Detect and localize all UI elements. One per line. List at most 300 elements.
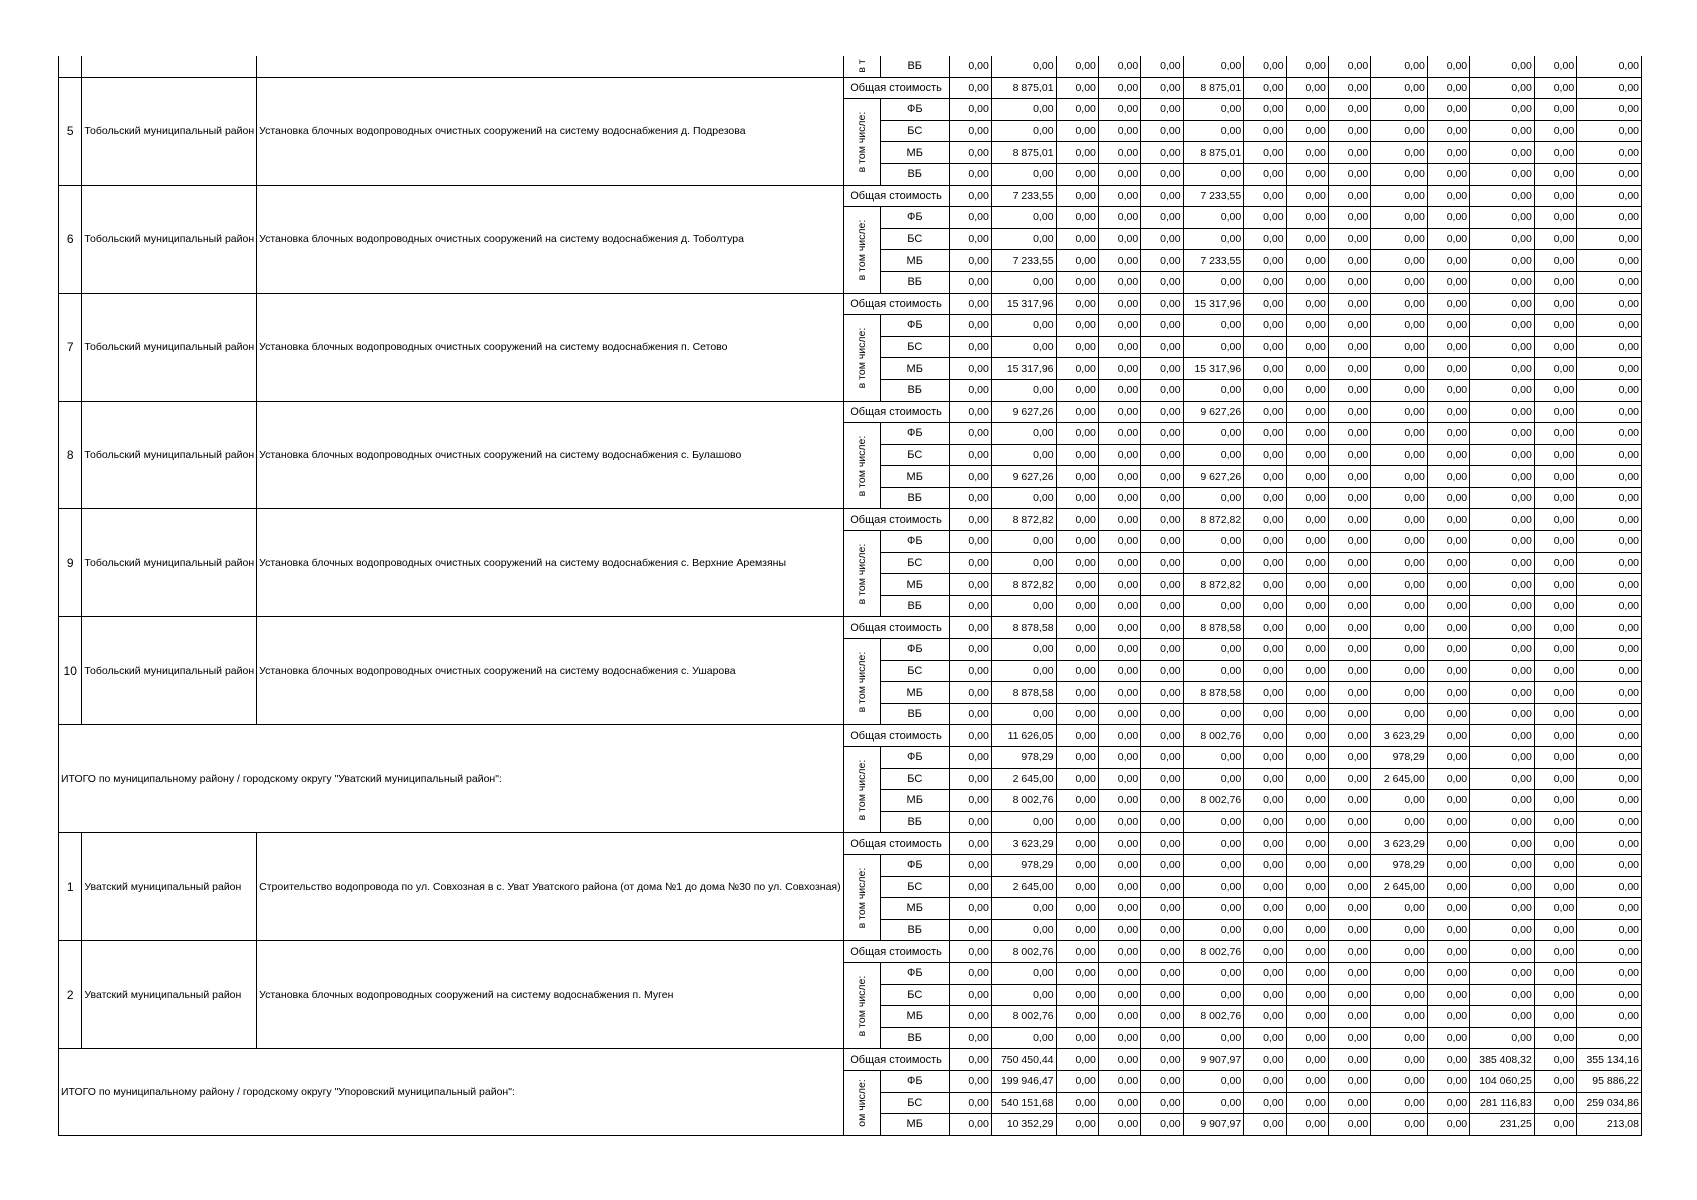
value-cell: 0,00 — [1371, 1006, 1428, 1028]
value-cell: 0,00 — [1534, 768, 1576, 790]
value-cell: 0,00 — [1470, 639, 1535, 661]
value-cell: 2 645,00 — [991, 876, 1056, 898]
value-cell: 0,00 — [1534, 919, 1576, 941]
value-cell: 0,00 — [1371, 790, 1428, 812]
value-cell: 0,00 — [1056, 487, 1098, 509]
district-name: Уватский муниципальный район — [82, 941, 257, 1049]
value-cell: 0,00 — [1470, 768, 1535, 790]
value-cell: 0,00 — [1534, 747, 1576, 769]
value-cell: 0,00 — [1244, 466, 1286, 488]
value-cell: 0,00 — [1371, 1092, 1428, 1114]
value-cell: 0,00 — [949, 1114, 991, 1136]
value-cell: 0,00 — [1286, 142, 1328, 164]
value-cell: 0,00 — [1371, 660, 1428, 682]
object-description: Установка блочных водопроводных очистных сооружений на систему водоснабжения с. Булашово — [257, 401, 843, 509]
fund-code: ВБ — [881, 1027, 950, 1049]
fund-code: ФБ — [881, 531, 950, 553]
value-cell: 0,00 — [1534, 1027, 1576, 1049]
value-cell: 0,00 — [1244, 315, 1286, 337]
value-cell: 0,00 — [1098, 768, 1140, 790]
value-cell: 0,00 — [949, 466, 991, 488]
total-cost-label: Общая стоимость — [843, 1049, 949, 1071]
value-cell: 0,00 — [949, 833, 991, 855]
value-cell: 0,00 — [1244, 120, 1286, 142]
value-cell: 0,00 — [1286, 401, 1328, 423]
value-cell: 0,00 — [1244, 811, 1286, 833]
value-cell: 0,00 — [1244, 876, 1286, 898]
value-cell: 0,00 — [1577, 1006, 1642, 1028]
value-cell: 0,00 — [1427, 163, 1469, 185]
value-cell: 0,00 — [1577, 725, 1642, 747]
table-row — [59, 941, 1642, 963]
value-cell: 0,00 — [991, 120, 1056, 142]
value-cell: 0,00 — [1141, 207, 1183, 229]
value-cell: 0,00 — [991, 56, 1056, 77]
value-cell: 0,00 — [1371, 99, 1428, 121]
value-cell: 0,00 — [1056, 250, 1098, 272]
value-cell: 0,00 — [1183, 984, 1244, 1006]
value-cell: 0,00 — [1328, 984, 1370, 1006]
value-cell: 0,00 — [1056, 336, 1098, 358]
total-cost-label: Общая стоимость — [843, 617, 949, 639]
value-cell: 0,00 — [949, 185, 991, 207]
value-cell: 0,00 — [949, 703, 991, 725]
value-cell: 0,00 — [1427, 790, 1469, 812]
value-cell: 0,00 — [1328, 358, 1370, 380]
value-cell: 0,00 — [1056, 315, 1098, 337]
value-cell: 0,00 — [1577, 811, 1642, 833]
value-cell: 0,00 — [1286, 250, 1328, 272]
value-cell: 0,00 — [1286, 617, 1328, 639]
value-cell: 0,00 — [991, 811, 1056, 833]
value-cell: 0,00 — [1098, 660, 1140, 682]
value-cell: 0,00 — [1427, 142, 1469, 164]
value-cell: 0,00 — [1328, 682, 1370, 704]
value-cell: 0,00 — [1286, 639, 1328, 661]
value-cell: 0,00 — [1328, 1114, 1370, 1136]
value-cell: 0,00 — [1534, 1006, 1576, 1028]
value-cell: 0,00 — [1244, 531, 1286, 553]
incl-label-cell — [843, 56, 880, 77]
value-cell: 0,00 — [1244, 487, 1286, 509]
row-number: 5 — [59, 77, 82, 185]
value-cell: 0,00 — [1470, 315, 1535, 337]
value-cell: 0,00 — [1286, 682, 1328, 704]
value-cell: 0,00 — [1427, 811, 1469, 833]
value-cell: 0,00 — [1098, 1070, 1140, 1092]
object-description: Установка блочных водопроводных очистных сооружений на систему водоснабжения с. Верхние Аремзяны — [257, 509, 843, 617]
value-cell: 0,00 — [1244, 854, 1286, 876]
value-cell: 0,00 — [1470, 919, 1535, 941]
value-cell: 0,00 — [1534, 185, 1576, 207]
value-cell: 0,00 — [1056, 617, 1098, 639]
fund-code: БС — [881, 768, 950, 790]
value-cell: 0,00 — [949, 1049, 991, 1071]
value-cell: 0,00 — [1183, 919, 1244, 941]
fund-code: МБ — [881, 1006, 950, 1028]
row-number: 1 — [59, 833, 82, 941]
value-cell: 0,00 — [1577, 595, 1642, 617]
value-cell: 0,00 — [1371, 919, 1428, 941]
value-cell: 0,00 — [1183, 898, 1244, 920]
value-cell: 0,00 — [1141, 854, 1183, 876]
value-cell: 0,00 — [1577, 315, 1642, 337]
value-cell: 0,00 — [1244, 768, 1286, 790]
value-cell: 0,00 — [1534, 271, 1576, 293]
value-cell: 0,00 — [1141, 336, 1183, 358]
row-number: 9 — [59, 509, 82, 617]
value-cell: 0,00 — [1286, 185, 1328, 207]
value-cell: 0,00 — [1470, 898, 1535, 920]
value-cell: 0,00 — [1056, 898, 1098, 920]
value-cell: 0,00 — [1286, 293, 1328, 315]
value-cell: 0,00 — [1328, 1006, 1370, 1028]
value-cell: 0,00 — [1577, 919, 1642, 941]
value-cell: 0,00 — [1577, 531, 1642, 553]
value-cell: 0,00 — [1577, 250, 1642, 272]
table-row — [59, 77, 1642, 99]
value-cell: 0,00 — [1056, 466, 1098, 488]
value-cell: 0,00 — [991, 552, 1056, 574]
value-cell: 7 233,55 — [1183, 250, 1244, 272]
value-cell: 0,00 — [949, 531, 991, 553]
value-cell: 0,00 — [1286, 509, 1328, 531]
value-cell: 8 872,82 — [1183, 574, 1244, 596]
value-cell: 0,00 — [1328, 315, 1370, 337]
value-cell: 0,00 — [1056, 423, 1098, 445]
value-cell: 0,00 — [1470, 77, 1535, 99]
value-cell: 0,00 — [1577, 466, 1642, 488]
value-cell: 0,00 — [1534, 811, 1576, 833]
value-cell: 0,00 — [1056, 1070, 1098, 1092]
fund-code: ФБ — [881, 962, 950, 984]
value-cell: 0,00 — [1328, 790, 1370, 812]
district-name: Тобольский муниципальный район — [82, 293, 257, 401]
value-cell: 0,00 — [1371, 574, 1428, 596]
value-cell: 0,00 — [1427, 1049, 1469, 1071]
value-cell: 0,00 — [1183, 660, 1244, 682]
value-cell: 0,00 — [1534, 682, 1576, 704]
value-cell: 0,00 — [991, 1027, 1056, 1049]
value-cell: 0,00 — [1244, 185, 1286, 207]
value-cell: 0,00 — [1470, 444, 1535, 466]
value-cell: 0,00 — [1470, 854, 1535, 876]
value-cell: 0,00 — [949, 725, 991, 747]
value-cell: 0,00 — [1470, 401, 1535, 423]
value-cell: 0,00 — [1371, 1049, 1428, 1071]
value-cell: 0,00 — [1141, 315, 1183, 337]
value-cell: 0,00 — [1577, 77, 1642, 99]
value-cell: 0,00 — [1534, 660, 1576, 682]
district-name: Тобольский муниципальный район — [82, 617, 257, 725]
value-cell: 9 627,26 — [991, 466, 1056, 488]
value-cell: 0,00 — [1244, 1049, 1286, 1071]
value-cell: 0,00 — [1534, 552, 1576, 574]
value-cell: 0,00 — [1328, 120, 1370, 142]
value-cell: 8 002,76 — [1183, 725, 1244, 747]
value-cell: 0,00 — [1470, 56, 1535, 77]
value-cell: 0,00 — [1098, 682, 1140, 704]
value-cell: 2 645,00 — [1371, 768, 1428, 790]
total-cost-label: Общая стоимость — [843, 185, 949, 207]
value-cell: 0,00 — [1244, 919, 1286, 941]
value-cell: 0,00 — [1328, 250, 1370, 272]
value-cell: 0,00 — [949, 919, 991, 941]
value-cell: 0,00 — [1141, 228, 1183, 250]
value-cell: 0,00 — [1056, 531, 1098, 553]
table-row — [59, 509, 1642, 531]
value-cell: 0,00 — [1427, 574, 1469, 596]
value-cell: 0,00 — [1427, 185, 1469, 207]
value-cell: 0,00 — [1371, 941, 1428, 963]
value-cell: 0,00 — [1534, 163, 1576, 185]
value-cell: 0,00 — [1056, 163, 1098, 185]
value-cell: 0,00 — [1534, 854, 1576, 876]
value-cell: 0,00 — [1286, 1006, 1328, 1028]
value-cell: 0,00 — [1577, 941, 1642, 963]
value-cell: 0,00 — [1183, 163, 1244, 185]
value-cell: 0,00 — [1183, 639, 1244, 661]
value-cell: 0,00 — [1141, 1114, 1183, 1136]
value-cell: 0,00 — [1371, 595, 1428, 617]
value-cell: 0,00 — [1470, 120, 1535, 142]
value-cell: 0,00 — [1098, 811, 1140, 833]
value-cell: 0,00 — [1183, 444, 1244, 466]
value-cell: 0,00 — [1056, 682, 1098, 704]
value-cell: 0,00 — [1098, 401, 1140, 423]
value-cell: 0,00 — [1328, 401, 1370, 423]
value-cell: 0,00 — [1470, 531, 1535, 553]
value-cell: 0,00 — [1286, 660, 1328, 682]
value-cell: 0,00 — [1098, 163, 1140, 185]
value-cell: 0,00 — [1141, 509, 1183, 531]
value-cell: 0,00 — [1371, 552, 1428, 574]
value-cell: 0,00 — [1427, 99, 1469, 121]
incl-label-cell — [843, 962, 880, 1048]
value-cell: 2 645,00 — [1371, 876, 1428, 898]
value-cell: 0,00 — [1244, 660, 1286, 682]
value-cell: 0,00 — [1141, 358, 1183, 380]
fund-code: ФБ — [881, 99, 950, 121]
value-cell: 8 875,01 — [991, 77, 1056, 99]
value-cell: 0,00 — [1244, 941, 1286, 963]
value-cell: 0,00 — [1534, 876, 1576, 898]
value-cell: 0,00 — [1286, 336, 1328, 358]
value-cell: 0,00 — [1371, 358, 1428, 380]
value-cell: 0,00 — [949, 444, 991, 466]
value-cell: 0,00 — [949, 811, 991, 833]
fund-code: ВБ — [881, 487, 950, 509]
value-cell: 0,00 — [1056, 854, 1098, 876]
value-cell: 0,00 — [1470, 1027, 1535, 1049]
value-cell: 0,00 — [1371, 293, 1428, 315]
value-cell: 0,00 — [1577, 271, 1642, 293]
value-cell: 0,00 — [949, 984, 991, 1006]
value-cell: 0,00 — [991, 444, 1056, 466]
value-cell: 0,00 — [1286, 898, 1328, 920]
value-cell: 0,00 — [1286, 747, 1328, 769]
value-cell: 0,00 — [1183, 854, 1244, 876]
value-cell: 0,00 — [1098, 574, 1140, 596]
value-cell: 0,00 — [1427, 919, 1469, 941]
value-cell: 0,00 — [1328, 1092, 1370, 1114]
value-cell: 0,00 — [1328, 163, 1370, 185]
value-cell: 0,00 — [1244, 250, 1286, 272]
fund-code: БС — [881, 1092, 950, 1114]
value-cell: 0,00 — [1286, 833, 1328, 855]
value-cell: 0,00 — [1470, 984, 1535, 1006]
value-cell: 0,00 — [1244, 1027, 1286, 1049]
value-cell: 0,00 — [991, 271, 1056, 293]
object-description: Установка блочных водопроводных очистных сооружений на систему водоснабжения д. Тоболтура — [257, 185, 843, 293]
value-cell: 0,00 — [1098, 1006, 1140, 1028]
value-cell: 0,00 — [1470, 142, 1535, 164]
value-cell: 0,00 — [949, 660, 991, 682]
value-cell: 0,00 — [1286, 1049, 1328, 1071]
value-cell: 0,00 — [1141, 293, 1183, 315]
value-cell: 0,00 — [1098, 876, 1140, 898]
value-cell: 0,00 — [1534, 56, 1576, 77]
value-cell: 9 627,26 — [1183, 466, 1244, 488]
value-cell: 0,00 — [1470, 185, 1535, 207]
value-cell: 0,00 — [1427, 336, 1469, 358]
value-cell: 0,00 — [1427, 595, 1469, 617]
value-cell: 0,00 — [1141, 617, 1183, 639]
value-cell: 0,00 — [1577, 120, 1642, 142]
value-cell: 0,00 — [991, 315, 1056, 337]
value-cell: 0,00 — [1328, 941, 1370, 963]
fund-code: МБ — [881, 466, 950, 488]
value-cell: 0,00 — [1056, 574, 1098, 596]
value-cell: 0,00 — [1577, 984, 1642, 1006]
value-cell: 0,00 — [1141, 444, 1183, 466]
value-cell: 0,00 — [1286, 207, 1328, 229]
fund-code: БС — [881, 876, 950, 898]
value-cell: 0,00 — [1141, 163, 1183, 185]
value-cell: 0,00 — [1328, 595, 1370, 617]
value-cell: 0,00 — [1577, 682, 1642, 704]
row-number: 10 — [59, 617, 82, 725]
district-name: Тобольский муниципальный район — [82, 401, 257, 509]
value-cell: 0,00 — [1056, 833, 1098, 855]
value-cell: 0,00 — [1244, 682, 1286, 704]
value-cell: 0,00 — [1371, 531, 1428, 553]
value-cell: 0,00 — [949, 574, 991, 596]
value-cell: 0,00 — [1286, 811, 1328, 833]
value-cell: 3 623,29 — [1371, 833, 1428, 855]
value-cell: 0,00 — [949, 401, 991, 423]
value-cell: 0,00 — [1244, 56, 1286, 77]
value-cell: 0,00 — [949, 315, 991, 337]
value-cell: 0,00 — [1427, 833, 1469, 855]
value-cell: 0,00 — [1183, 747, 1244, 769]
value-cell: 0,00 — [949, 228, 991, 250]
fund-code: ВБ — [881, 811, 950, 833]
fund-code: ВБ — [881, 703, 950, 725]
value-cell: 0,00 — [1371, 962, 1428, 984]
value-cell: 0,00 — [1141, 423, 1183, 445]
value-cell: 0,00 — [1328, 617, 1370, 639]
value-cell: 0,00 — [1183, 207, 1244, 229]
total-cost-label: Общая стоимость — [843, 941, 949, 963]
value-cell: 0,00 — [1098, 379, 1140, 401]
value-cell: 978,29 — [1371, 747, 1428, 769]
value-cell: 0,00 — [1056, 358, 1098, 380]
value-cell: 0,00 — [1328, 99, 1370, 121]
value-cell: 0,00 — [1577, 293, 1642, 315]
value-cell: 0,00 — [1141, 401, 1183, 423]
value-cell: 0,00 — [1577, 487, 1642, 509]
value-cell: 0,00 — [1183, 315, 1244, 337]
fund-code: БС — [881, 660, 950, 682]
incl-label: в том числе: — [855, 759, 868, 821]
value-cell: 978,29 — [1371, 854, 1428, 876]
value-cell: 0,00 — [1056, 185, 1098, 207]
value-cell: 0,00 — [1056, 876, 1098, 898]
value-cell: 0,00 — [1286, 595, 1328, 617]
total-cost-label: Общая стоимость — [843, 293, 949, 315]
value-cell: 0,00 — [1244, 207, 1286, 229]
fund-code: БС — [881, 552, 950, 574]
value-cell: 0,00 — [1427, 941, 1469, 963]
value-cell: 0,00 — [1328, 293, 1370, 315]
district-cell-empty — [82, 56, 257, 77]
value-cell: 0,00 — [1534, 1049, 1576, 1071]
value-cell: 0,00 — [1470, 509, 1535, 531]
value-cell: 281 116,83 — [1470, 1092, 1535, 1114]
value-cell: 0,00 — [949, 941, 991, 963]
value-cell: 9 907,97 — [1183, 1114, 1244, 1136]
value-cell: 0,00 — [1141, 833, 1183, 855]
value-cell: 8 872,82 — [1183, 509, 1244, 531]
value-cell: 0,00 — [1141, 552, 1183, 574]
value-cell: 0,00 — [1371, 898, 1428, 920]
value-cell: 0,00 — [1470, 271, 1535, 293]
value-cell: 0,00 — [1244, 401, 1286, 423]
value-cell: 0,00 — [1056, 725, 1098, 747]
value-cell: 7 233,55 — [991, 185, 1056, 207]
value-cell: 0,00 — [1470, 336, 1535, 358]
object-description: Установка блочных водопроводных сооружений на систему водоснабжения п. Муген — [257, 941, 843, 1049]
value-cell: 0,00 — [1328, 747, 1370, 769]
value-cell: 0,00 — [1328, 725, 1370, 747]
value-cell: 0,00 — [1534, 444, 1576, 466]
value-cell: 0,00 — [991, 163, 1056, 185]
value-cell: 0,00 — [1098, 423, 1140, 445]
value-cell: 8 002,76 — [1183, 1006, 1244, 1028]
value-cell: 0,00 — [1183, 531, 1244, 553]
district-name: Тобольский муниципальный район — [82, 509, 257, 617]
value-cell: 0,00 — [1577, 617, 1642, 639]
value-cell: 0,00 — [1427, 120, 1469, 142]
total-cost-label: Общая стоимость — [843, 725, 949, 747]
value-cell: 0,00 — [1328, 574, 1370, 596]
value-cell: 0,00 — [949, 293, 991, 315]
total-cost-label: Общая стоимость — [843, 833, 949, 855]
value-cell: 0,00 — [1286, 1114, 1328, 1136]
value-cell: 0,00 — [1286, 790, 1328, 812]
fund-code: БС — [881, 984, 950, 1006]
value-cell: 0,00 — [1328, 142, 1370, 164]
value-cell: 0,00 — [1141, 185, 1183, 207]
incl-label: в том числе: — [855, 543, 868, 605]
value-cell: 0,00 — [1286, 487, 1328, 509]
value-cell: 0,00 — [1098, 487, 1140, 509]
value-cell: 0,00 — [1056, 271, 1098, 293]
value-cell: 0,00 — [1577, 142, 1642, 164]
value-cell: 0,00 — [1141, 941, 1183, 963]
value-cell: 0,00 — [1141, 271, 1183, 293]
